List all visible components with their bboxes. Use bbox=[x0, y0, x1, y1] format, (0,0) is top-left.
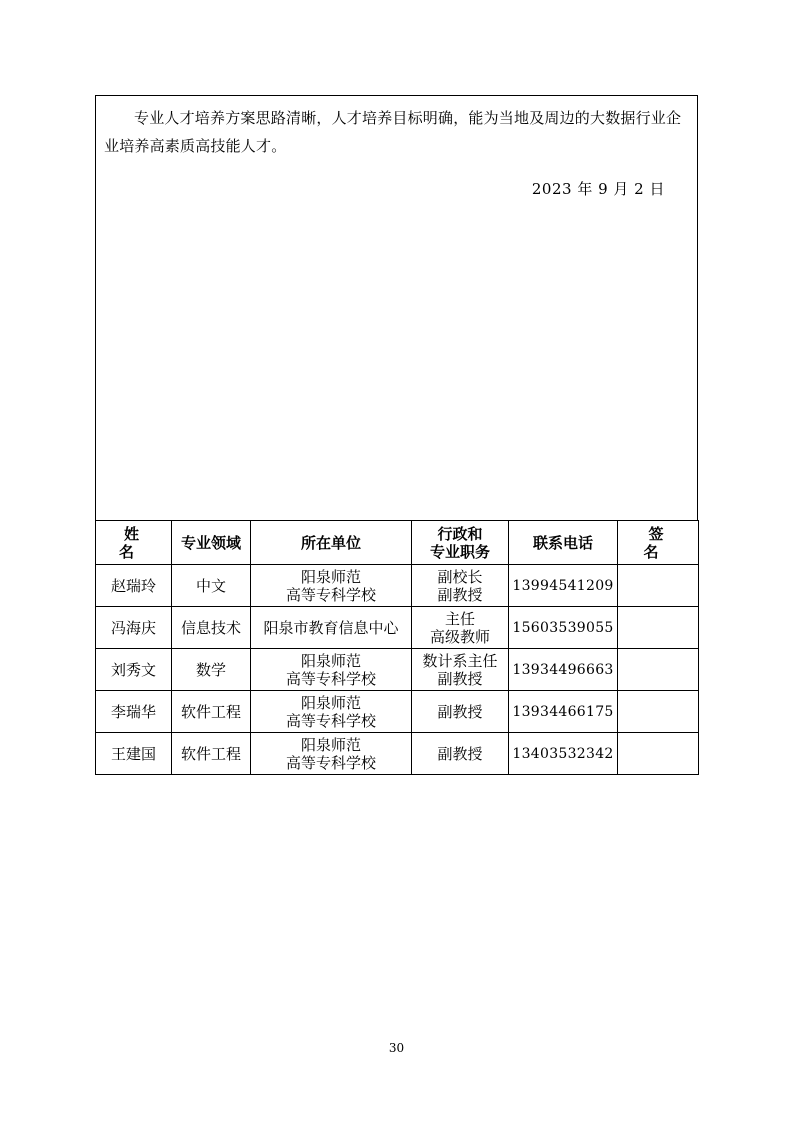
cell-phone: 13934466175 bbox=[509, 691, 618, 733]
cell-unit: 阳泉师范 高等专科学校 bbox=[251, 733, 412, 775]
cell-signature bbox=[618, 607, 699, 649]
cell-name: 刘秀文 bbox=[96, 649, 172, 691]
header-position: 行政和 专业职务 bbox=[412, 521, 509, 565]
cell-position: 数计系主任 副教授 bbox=[412, 649, 509, 691]
cell-phone: 15603539055 bbox=[509, 607, 618, 649]
cell-position: 副校长 副教授 bbox=[412, 565, 509, 607]
header-phone: 联系电话 bbox=[509, 521, 618, 565]
cell-field: 软件工程 bbox=[172, 691, 251, 733]
cell-position: 副教授 bbox=[412, 733, 509, 775]
cell-signature bbox=[618, 649, 699, 691]
header-field: 专业领域 bbox=[172, 521, 251, 565]
header-name: 姓 名 bbox=[96, 521, 172, 565]
page-number: 30 bbox=[388, 1041, 405, 1055]
opinion-date: 2023 年 9 月 2 日 bbox=[531, 180, 665, 198]
header-unit: 所在单位 bbox=[251, 521, 412, 565]
cell-name: 冯海庆 bbox=[96, 607, 172, 649]
cell-position: 主任 高级教师 bbox=[412, 607, 509, 649]
table-header-row bbox=[96, 521, 699, 565]
cell-unit: 阳泉师范 高等专科学校 bbox=[251, 691, 412, 733]
cell-unit: 阳泉市教育信息中心 bbox=[251, 607, 412, 649]
opinion-box bbox=[95, 95, 698, 520]
expert-table bbox=[95, 520, 699, 775]
cell-signature bbox=[618, 565, 699, 607]
cell-signature bbox=[618, 691, 699, 733]
cell-unit: 阳泉师范 高等专科学校 bbox=[251, 565, 412, 607]
cell-signature bbox=[618, 733, 699, 775]
cell-field: 中文 bbox=[172, 565, 251, 607]
table-row bbox=[96, 565, 699, 607]
table-row bbox=[96, 733, 699, 775]
table-row bbox=[96, 649, 699, 691]
table-row bbox=[96, 691, 699, 733]
cell-field: 软件工程 bbox=[172, 733, 251, 775]
header-signature: 签 名 bbox=[618, 521, 699, 565]
cell-position: 副教授 bbox=[412, 691, 509, 733]
cell-phone: 13934496663 bbox=[509, 649, 618, 691]
cell-phone: 13403532342 bbox=[509, 733, 618, 775]
cell-field: 信息技术 bbox=[172, 607, 251, 649]
table-row bbox=[96, 607, 699, 649]
cell-name: 李瑞华 bbox=[96, 691, 172, 733]
cell-phone: 13994541209 bbox=[509, 565, 618, 607]
cell-unit: 阳泉师范 高等专科学校 bbox=[251, 649, 412, 691]
opinion-text: 专业人才培养方案思路清晰，人才培养目标明确，能为当地及周边的大数据行业企业培养高素质高技能人才。 bbox=[104, 109, 682, 155]
cell-name: 赵瑞玲 bbox=[96, 565, 172, 607]
cell-field: 数学 bbox=[172, 649, 251, 691]
cell-name: 王建国 bbox=[96, 733, 172, 775]
